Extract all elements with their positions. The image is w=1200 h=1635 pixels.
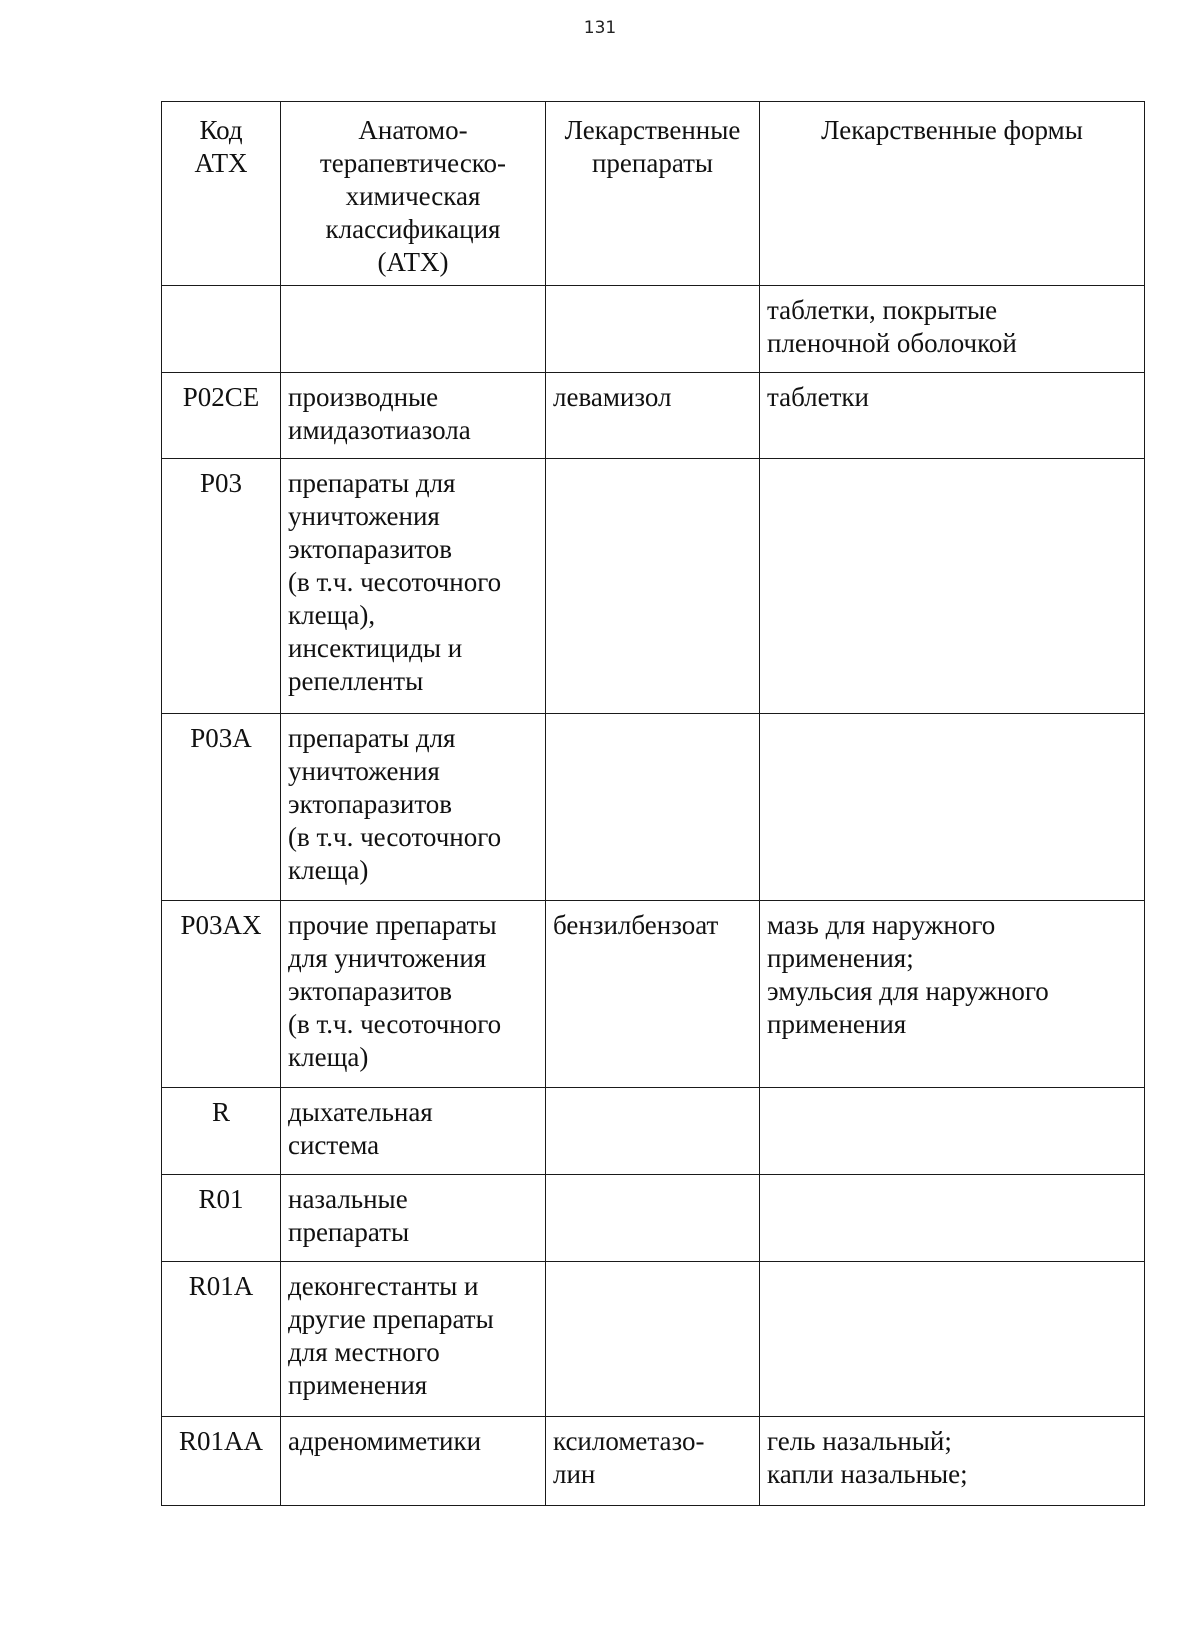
cell-form: мазь для наружного применения; эмульсия для наружного применения <box>760 901 1145 1088</box>
cell-code: R01 <box>162 1175 281 1262</box>
header-code: Код АТХ <box>162 102 281 286</box>
table-row <box>162 1417 1145 1506</box>
cell-classification: адреномиметики <box>281 1417 546 1506</box>
cell-code: P03 <box>162 459 281 714</box>
table-row <box>162 1175 1145 1262</box>
cell-drug <box>546 459 760 714</box>
page-number: 131 <box>583 18 617 38</box>
cell-code: R <box>162 1088 281 1175</box>
cell-drug: ксилометазо- лин <box>546 1417 760 1506</box>
cell-code: R01AA <box>162 1417 281 1506</box>
cell-form: таблетки <box>760 373 1145 459</box>
header-classification: Анатомо- терапевтическо- химическая классификация (АТХ) <box>281 102 546 286</box>
cell-drug <box>546 714 760 901</box>
cell-classification: назальные препараты <box>281 1175 546 1262</box>
cell-drug: бензилбензоат <box>546 901 760 1088</box>
table-row <box>162 1262 1145 1417</box>
table-row <box>162 373 1145 459</box>
table-row <box>162 901 1145 1088</box>
header-forms: Лекарственные формы <box>760 102 1145 286</box>
table-row <box>162 459 1145 714</box>
cell-drug <box>546 1262 760 1417</box>
cell-classification: деконгестанты и другие препараты для местного применения <box>281 1262 546 1417</box>
cell-code: R01A <box>162 1262 281 1417</box>
table-row <box>162 286 1145 373</box>
cell-classification: препараты для уничтожения эктопаразитов (в т.ч. чесоточного клеща) <box>281 714 546 901</box>
cell-form <box>760 1262 1145 1417</box>
cell-form <box>760 459 1145 714</box>
table-header-row <box>162 102 1145 286</box>
cell-form <box>760 1088 1145 1175</box>
cell-form: таблетки, покрытые пленочной оболочкой <box>760 286 1145 373</box>
table-row <box>162 1088 1145 1175</box>
cell-drug <box>546 1175 760 1262</box>
cell-code: P03A <box>162 714 281 901</box>
cell-classification <box>281 286 546 373</box>
cell-classification: прочие препараты для уничтожения эктопаразитов (в т.ч. чесоточного клеща) <box>281 901 546 1088</box>
cell-classification: препараты для уничтожения эктопаразитов (в т.ч. чесоточного клеща), инсектициды и репелленты <box>281 459 546 714</box>
cell-form: гель назальный; капли назальные; <box>760 1417 1145 1506</box>
cell-drug <box>546 1088 760 1175</box>
cell-code <box>162 286 281 373</box>
cell-drug: левамизол <box>546 373 760 459</box>
cell-code: P02CE <box>162 373 281 459</box>
cell-form <box>760 1175 1145 1262</box>
table-row <box>162 714 1145 901</box>
atx-classification-table <box>161 101 1145 1506</box>
cell-drug <box>546 286 760 373</box>
header-drugs: Лекарственные препараты <box>546 102 760 286</box>
cell-classification: дыхательная система <box>281 1088 546 1175</box>
cell-classification: производные имидазотиазола <box>281 373 546 459</box>
cell-code: P03AX <box>162 901 281 1088</box>
cell-form <box>760 714 1145 901</box>
